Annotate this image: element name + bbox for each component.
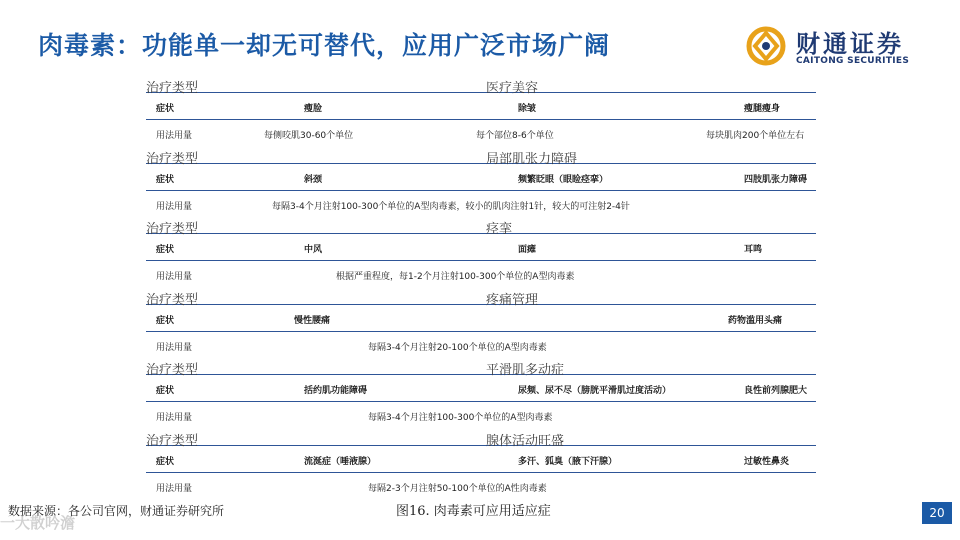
page-number: 20 — [922, 502, 952, 524]
symptom-label: 症状 — [156, 104, 175, 114]
symptom-cell: 耳鸣 — [744, 245, 763, 255]
symptom-row — [146, 446, 816, 473]
watermark: 一大散吟澹 — [0, 514, 76, 532]
usage-cell: 根据严重程度，每1-2个月注射100-300个单位的A型肉毒素 — [336, 272, 575, 282]
usage-cell: 每个部位8-6个单位 — [476, 131, 554, 141]
usage-row — [146, 191, 816, 218]
symptom-label: 症状 — [156, 245, 175, 255]
symptom-cell: 面瘫 — [518, 245, 537, 255]
usage-label: 用法用量 — [156, 342, 193, 353]
treatment-type-label: 治疗类型 — [146, 81, 199, 96]
usage-row — [146, 120, 816, 147]
symptom-label: 症状 — [156, 174, 175, 185]
usage-cell: 每隔3-4个月注射100-300个单位的A型肉毒素，较小的肌肉注射1针，较大的可注射2-4针 — [272, 201, 630, 212]
symptom-cell: 频繁眨眼（眼睑痉挛） — [518, 174, 609, 185]
section-header — [146, 430, 816, 449]
usage-label: 用法用量 — [156, 413, 193, 423]
usage-cell: 每隔3-4个月注射100-300个单位的A型肉毒素 — [368, 413, 553, 423]
usage-label: 用法用量 — [156, 131, 193, 141]
usage-label: 用法用量 — [156, 272, 193, 282]
treatment-type-label: 治疗类型 — [146, 433, 199, 449]
table-section — [146, 359, 816, 430]
table-section — [146, 218, 816, 289]
symptom-cell: 斜颈 — [304, 174, 323, 185]
symptom-cell: 括约肌功能障碍 — [304, 386, 368, 396]
usage-cell: 每侧咬肌30-60个单位 — [264, 131, 354, 141]
treatment-type-name: 平滑肌多动症 — [486, 363, 565, 378]
data-source: 数据来源：各公司官网，财通证券研究所 — [8, 504, 225, 518]
figure-caption: 图16. 肉毒素可应用适应症 — [396, 504, 551, 519]
symptom-row — [146, 305, 816, 332]
symptom-cell: 药物滥用头痛 — [728, 315, 783, 326]
symptom-cell: 四肢肌张力障碍 — [744, 174, 808, 185]
treatment-type-name: 局部肌张力障碍 — [486, 151, 578, 167]
symptom-cell: 良性前列腺肥大 — [744, 386, 808, 396]
logo-name-en: CAITONG SECURITIES — [796, 56, 910, 66]
table-section — [146, 430, 816, 501]
symptom-row — [146, 164, 816, 191]
usage-row — [146, 473, 816, 500]
symptom-label: 症状 — [156, 386, 175, 396]
section-header — [146, 148, 816, 167]
symptom-cell: 尿频、尿不尽（膀胱平滑肌过度活动） — [518, 386, 672, 396]
logo-name-cn: 财通证券 — [796, 30, 904, 58]
treatment-type-name: 医疗美容 — [486, 81, 539, 96]
page-title: 肉毒素：功能单一却无可替代，应用广泛市场广阔 — [38, 31, 611, 60]
table-section — [146, 77, 816, 148]
treatment-type-label: 治疗类型 — [146, 363, 199, 378]
usage-row — [146, 332, 816, 359]
section-header — [146, 218, 816, 237]
symptom-cell: 除皱 — [518, 104, 537, 114]
symptom-cell: 慢性腰痛 — [294, 315, 331, 326]
treatment-type-name: 疼痛管理 — [486, 292, 539, 308]
table-section — [146, 289, 816, 360]
section-header — [146, 289, 816, 308]
symptom-cell: 瘦脸 — [304, 104, 323, 114]
usage-cell: 每隔2-3个月注射50-100个单位的A性肉毒素 — [368, 483, 547, 494]
symptom-label: 症状 — [156, 315, 175, 326]
treatment-type-name: 腺体活动旺盛 — [486, 433, 565, 449]
section-header — [146, 359, 816, 378]
company-logo — [746, 22, 936, 72]
treatment-type-name: 痉挛 — [486, 222, 513, 237]
symptom-cell: 瘦腿瘦身 — [744, 104, 781, 114]
usage-label: 用法用量 — [156, 201, 193, 212]
indications-table — [146, 77, 816, 500]
usage-cell: 每块肌肉200个单位左右 — [706, 131, 805, 141]
usage-label: 用法用量 — [156, 483, 193, 494]
table-section — [146, 148, 816, 219]
symptom-row — [146, 93, 816, 120]
logo-emblem-icon — [746, 26, 786, 66]
usage-row — [146, 402, 816, 429]
usage-cell: 每隔3-4个月注射20-100个单位的A型肉毒素 — [368, 342, 547, 353]
treatment-type-label: 治疗类型 — [146, 292, 199, 308]
symptom-label: 症状 — [156, 456, 175, 467]
symptom-cell: 中风 — [304, 245, 323, 255]
treatment-type-label: 治疗类型 — [146, 222, 199, 237]
usage-row — [146, 261, 816, 288]
symptom-cell: 多汗、狐臭（腋下汗腺） — [518, 456, 618, 467]
symptom-cell: 过敏性鼻炎 — [744, 456, 790, 467]
symptom-cell: 流涎症（唾液腺） — [304, 456, 377, 467]
symptom-row — [146, 234, 816, 261]
section-header — [146, 77, 816, 96]
treatment-type-label: 治疗类型 — [146, 151, 199, 167]
symptom-row — [146, 375, 816, 402]
